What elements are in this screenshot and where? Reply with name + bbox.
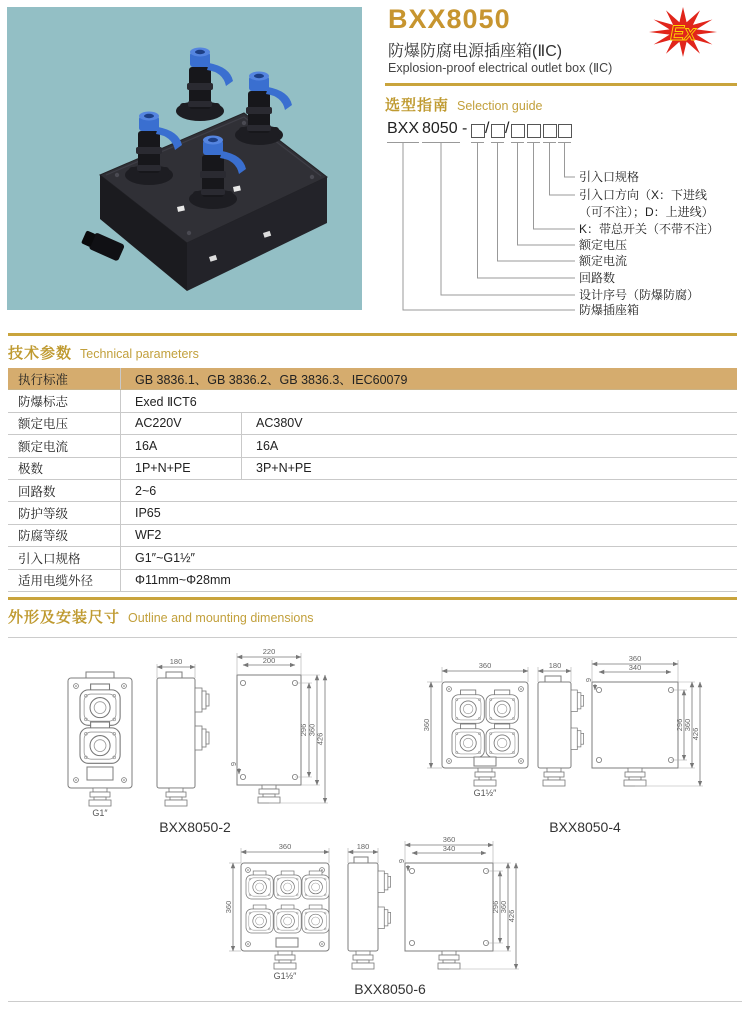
- label-rated-current: 额定电流: [579, 254, 628, 268]
- selection-heading-en: Selection guide: [457, 99, 543, 113]
- page-title-model: BXX8050: [388, 4, 511, 34]
- product-title-english: Explosion-proof electrical outlet box (ⅡC): [388, 61, 613, 75]
- parameters-heading-en: Technical parameters: [80, 347, 199, 361]
- param-label: 额定电流: [8, 435, 121, 456]
- product-title-chinese: 防爆防腐电源插座箱(ⅡC): [388, 43, 563, 60]
- svg-text:180: 180: [356, 842, 370, 851]
- param-value-2: 3P+N+PE: [256, 461, 312, 476]
- label-entry-spec: 引入口规格: [579, 170, 640, 184]
- param-value: G1″~G1½″: [135, 550, 195, 565]
- svg-text:360: 360: [628, 654, 642, 663]
- label-outlet-box: 防爆插座箱: [579, 303, 640, 317]
- drawing-caption: BXX8050-6: [354, 981, 426, 997]
- table-row: [8, 480, 737, 502]
- code-slash-1: /: [485, 120, 490, 137]
- param-label: 回路数: [8, 480, 121, 501]
- table-row: [8, 502, 737, 524]
- param-label: 额定电压: [8, 413, 121, 434]
- svg-text:426: 426: [507, 909, 516, 923]
- svg-text:9: 9: [229, 761, 238, 767]
- code-prefix: BXX: [387, 120, 420, 137]
- param-value: Φ11mm~Φ28mm: [135, 573, 231, 588]
- param-value: 1P+N+PE: [121, 458, 242, 479]
- drawing-bxx8050-4: [422, 654, 703, 835]
- param-value: 16A: [121, 435, 242, 456]
- model-code-diagram: [385, 120, 745, 325]
- selection-heading-cn: 选型指南: [385, 97, 450, 114]
- table-row: [8, 570, 737, 592]
- param-label: 极数: [8, 458, 121, 479]
- param-value: IP65: [135, 506, 161, 521]
- svg-text:360: 360: [442, 835, 456, 844]
- product-photo: [7, 7, 362, 310]
- svg-text:296: 296: [491, 900, 500, 914]
- parameters-table: [8, 368, 737, 592]
- divider-parameters: [8, 333, 737, 336]
- table-row: [8, 435, 737, 457]
- svg-text:180: 180: [169, 657, 183, 666]
- param-label: 引入口规格: [8, 547, 121, 568]
- param-value-2: AC380V: [256, 416, 303, 431]
- param-label: 防护等级: [8, 502, 121, 523]
- table-row: [8, 390, 737, 412]
- divider-selection: [385, 83, 737, 86]
- svg-text:360: 360: [683, 718, 692, 732]
- param-value: Exed ⅡCT6: [135, 394, 197, 409]
- svg-text:9: 9: [397, 858, 406, 864]
- svg-text:360: 360: [224, 900, 233, 914]
- svg-text:296: 296: [675, 718, 684, 732]
- outline-heading-en: Outline and mounting dimensions: [128, 611, 314, 625]
- table-row: [8, 413, 737, 435]
- svg-text:340: 340: [628, 663, 642, 672]
- svg-text:9: 9: [584, 677, 593, 683]
- label-entry-direction-2: （可不注）；D：上进线）: [579, 205, 714, 219]
- table-row: [8, 525, 737, 547]
- label-circuit-count: 回路数: [579, 271, 616, 285]
- svg-text:220: 220: [262, 647, 276, 656]
- param-label: 防腐等级: [8, 525, 121, 546]
- table-row: [8, 458, 737, 480]
- param-label: 防爆标志: [8, 390, 121, 411]
- parameters-heading-cn: 技术参数: [8, 345, 73, 362]
- gland-size-label: G1½″: [273, 971, 297, 981]
- outline-heading-cn: 外形及安装尺寸: [8, 609, 121, 626]
- drawing-caption: BXX8050-2: [159, 819, 231, 835]
- code-slash-2: /: [505, 120, 510, 137]
- param-label: 执行标准: [8, 368, 121, 389]
- svg-text:296: 296: [299, 723, 308, 737]
- table-row: [8, 547, 737, 569]
- svg-text:360: 360: [499, 900, 508, 914]
- gland-size-label: G1″: [92, 808, 108, 818]
- svg-text:426: 426: [315, 732, 325, 746]
- outline-heading: [8, 606, 314, 627]
- outline-heading-rule: [8, 637, 737, 638]
- svg-text:340: 340: [442, 844, 456, 853]
- drawing-bxx8050-2: [68, 647, 328, 835]
- svg-text:426: 426: [691, 727, 700, 741]
- param-value: GB 3836.1、GB 3836.2、GB 3836.3、IEC60079: [135, 372, 408, 387]
- label-entry-direction: 引入口方向（X：下进线: [579, 188, 708, 202]
- param-value-2: 16A: [256, 438, 279, 453]
- svg-text:360: 360: [278, 842, 292, 851]
- svg-text:360: 360: [422, 718, 431, 732]
- ex-logo: [645, 4, 721, 60]
- svg-text:360: 360: [307, 723, 317, 737]
- table-row: [8, 368, 737, 390]
- param-label: 适用电缆外径: [8, 570, 121, 591]
- param-value: AC220V: [121, 413, 242, 434]
- label-design-serial: 设计序号（防爆防腐）: [579, 288, 700, 302]
- page-bottom-rule: [8, 1001, 742, 1002]
- svg-text:200: 200: [262, 656, 276, 665]
- gland-size-label: G1½″: [473, 788, 497, 798]
- svg-text:180: 180: [548, 661, 562, 670]
- svg-text:360: 360: [478, 661, 492, 670]
- code-dash: -: [462, 120, 468, 137]
- param-value: WF2: [135, 528, 162, 543]
- label-main-switch: K：带总开关（不带不注）: [579, 222, 720, 236]
- label-rated-voltage: 额定电压: [579, 238, 628, 252]
- code-series: 8050: [422, 120, 458, 137]
- ex-logo-text: Ex: [670, 22, 696, 45]
- drawing-caption: BXX8050-4: [549, 819, 621, 835]
- parameters-heading: [8, 342, 199, 363]
- param-value: 2~6: [135, 483, 157, 498]
- dimension-drawings: [0, 640, 750, 1015]
- drawing-bxx8050-6: [224, 835, 519, 997]
- selection-guide-heading: [385, 94, 543, 115]
- divider-outline: [8, 597, 737, 600]
